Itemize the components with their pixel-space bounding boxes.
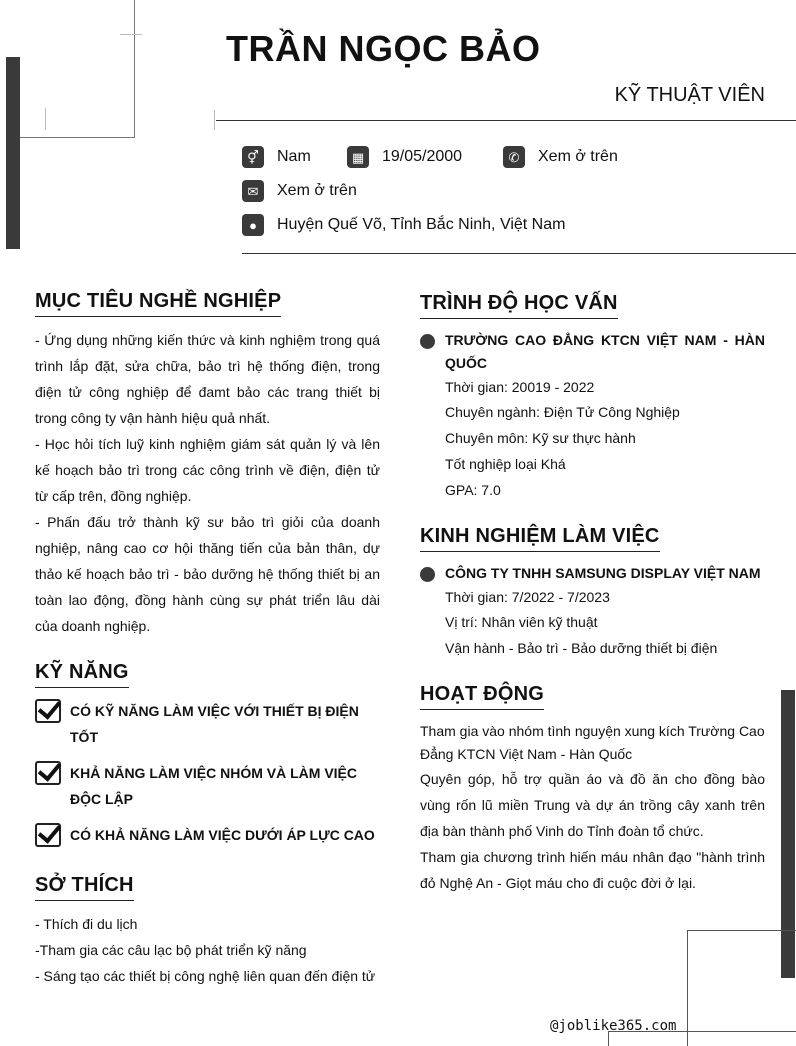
mail-icon: ✉ xyxy=(242,180,264,202)
skill-item xyxy=(35,822,380,848)
birthday-value: 19/05/2000 xyxy=(382,148,463,165)
hobby-item: -Tham gia các câu lạc bộ phát triển kỹ năng xyxy=(35,942,307,958)
experience-title: KINH NGHIỆM LÀM VIỆC xyxy=(420,525,660,552)
skills-section xyxy=(35,661,380,848)
experience-line: Thời gian: 7/2022 - 7/2023 xyxy=(445,589,610,605)
phone-value: Xem ở trên xyxy=(538,148,618,165)
calendar-icon: ▦ xyxy=(347,146,369,168)
decorative-line xyxy=(45,108,46,130)
education-line: Tốt nghiệp loại Khá xyxy=(445,456,566,472)
contact-address xyxy=(242,214,565,236)
activity-paragraph: Tham gia vào nhóm tình nguyện xung kích Trường Cao Đẳng KTCN Việt Nam - Hàn Quốc xyxy=(420,723,765,762)
decorative-line xyxy=(120,34,142,35)
right-column xyxy=(420,292,765,896)
activity-paragraph: Tham gia chương trình hiến máu nhân đạo "hành trình đỏ Nghệ An - Giọt máu cho đi cuộc đời ở lại. xyxy=(420,849,765,891)
candidate-name: TRẦN NGỌC BẢO xyxy=(226,28,541,69)
decorative-frame-bottom-right xyxy=(687,930,796,1046)
education-entry xyxy=(420,329,765,503)
activities-section xyxy=(420,683,765,896)
contact-birthday xyxy=(347,146,462,168)
email-value: Xem ở trên xyxy=(277,182,357,199)
address-value: Huyện Quế Võ, Tỉnh Bắc Ninh, Việt Nam xyxy=(277,216,566,233)
experience-line: Vận hành - Bảo trì - Bảo dưỡng thiết bị điện xyxy=(445,640,718,656)
contact-phone xyxy=(503,146,618,168)
objective-paragraph: - Học hỏi tích luỹ kinh nghiệm giám sát quản lý và lên kế hoạch bảo trì trong các công trình về điện, điện tử từ cấp trên, đồng nghiệp. xyxy=(35,436,380,504)
header-divider xyxy=(216,120,796,121)
education-section xyxy=(420,292,765,503)
experience-line: Vị trí: Nhân viên kỹ thuật xyxy=(445,614,598,630)
decorative-bar-left xyxy=(6,57,20,249)
school-name: TRƯỜNG CAO ĐẲNG KTCN VIỆT NAM - HÀN QUỐC xyxy=(445,332,765,371)
experience-section xyxy=(420,525,765,661)
skill-item xyxy=(35,760,380,812)
skill-text: CÓ KHẢ NĂNG LÀM VIỆC DƯỚI ÁP LỰC CAO xyxy=(70,827,375,843)
contact-gender xyxy=(242,146,311,168)
gender-icon: ⚥ xyxy=(242,146,264,168)
gender-value: Nam xyxy=(277,148,311,165)
bullet-dot-icon xyxy=(420,567,435,582)
location-pin-icon: ● xyxy=(242,214,264,236)
checkbox-checked-icon xyxy=(35,761,61,785)
hobby-item: - Sáng tạo các thiết bị công nghệ liên quan đến điện tử xyxy=(35,968,376,984)
activity-paragraph: Quyên góp, hỗ trợ quần áo và đồ ăn cho đồng bào vùng rốn lũ miền Trung và dự án trồng cây xanh trên địa bàn thành phố Vinh do Tỉnh đoàn tổ chức. xyxy=(420,771,765,839)
hobbies-title: SỞ THÍCH xyxy=(35,874,134,901)
activities-title: HOẠT ĐỘNG xyxy=(420,683,544,710)
objective-paragraph: - Ứng dụng những kiến thức và kinh nghiệm trong quá trình lắp đặt, sửa chữa, bảo trì hệ thống điện, trong điện tử công nghiệp để đamt bảo các trang thiết bị trong công ty vận hành hiệu quả nhất. xyxy=(35,332,380,426)
left-column xyxy=(35,290,380,989)
bullet-dot-icon xyxy=(420,334,435,349)
objective-section xyxy=(35,290,380,639)
watermark-text: @joblike365.com xyxy=(550,1018,677,1034)
education-line: GPA: 7.0 xyxy=(445,482,501,498)
objective-title: MỤC TIÊU NGHỀ NGHIỆP xyxy=(35,290,281,317)
education-title: TRÌNH ĐỘ HỌC VẤN xyxy=(420,292,618,319)
hobby-item: - Thích đi du lịch xyxy=(35,916,138,932)
skill-item xyxy=(35,698,380,750)
objective-paragraph: - Phấn đấu trở thành kỹ sư bảo trì giỏi của doanh nghiệp, nâng cao cơ hội thăng tiến của bản thân, dự thảo kế hoạch bảo trì - bảo dưỡng hệ thống thiết bị an toàn lao động, đồng hành cùng sự phát triển lâu dài của doanh nghiệp. xyxy=(35,514,380,634)
experience-entry xyxy=(420,562,765,661)
checkbox-checked-icon xyxy=(35,699,61,723)
skills-title: KỸ NĂNG xyxy=(35,661,129,688)
decorative-line xyxy=(214,110,215,130)
phone-icon: ✆ xyxy=(503,146,525,168)
checkbox-checked-icon xyxy=(35,823,61,847)
decorative-frame-top-left xyxy=(20,0,135,138)
education-line: Chuyên môn: Kỹ sư thực hành xyxy=(445,430,636,446)
education-line: Chuyên ngành: Điện Tử Công Nghiệp xyxy=(445,404,680,420)
job-position: KỸ THUẬT VIÊN xyxy=(614,84,765,106)
company-name: CÔNG TY TNHH SAMSUNG DISPLAY VIỆT NAM xyxy=(445,565,761,581)
education-line: Thời gian: 20019 - 2022 xyxy=(445,379,595,395)
hobbies-section xyxy=(35,874,380,989)
skill-text: KHẢ NĂNG LÀM VIỆC NHÓM VÀ LÀM VIỆC ĐỘC LẬP xyxy=(70,765,357,807)
skill-text: CÓ KỸ NĂNG LÀM VIỆC VỚI THIẾT BỊ ĐIỆN TỐT xyxy=(70,703,359,745)
contact-email xyxy=(242,180,357,202)
contact-divider xyxy=(242,253,796,254)
